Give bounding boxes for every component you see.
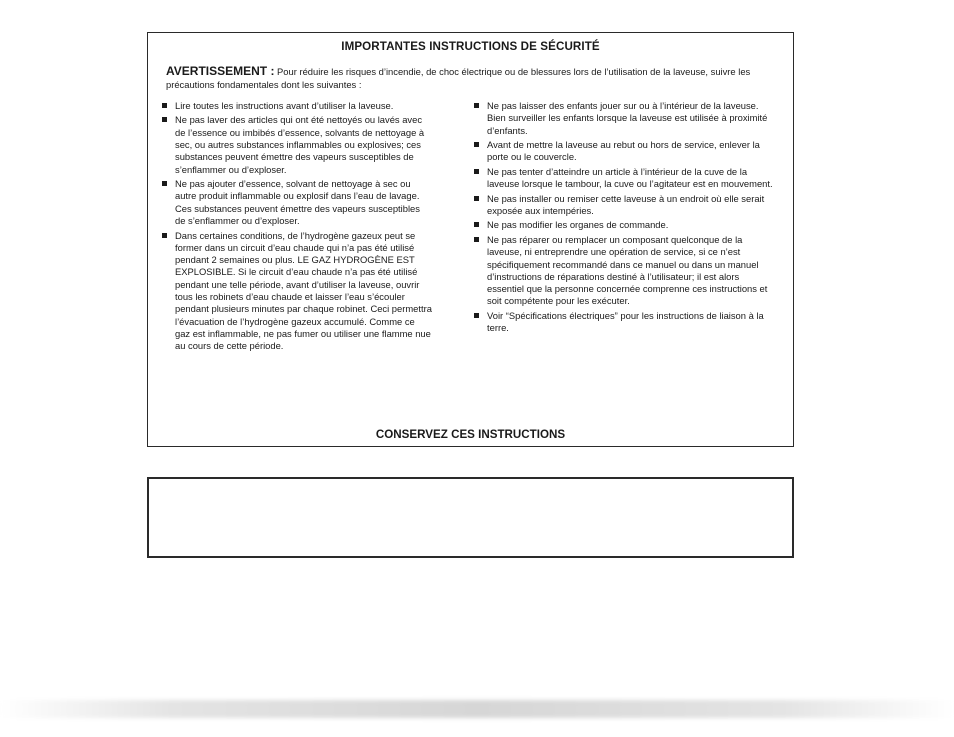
list-item: Ne pas tenter d’atteindre un article à l’intérieur de la cuve de la laveuse lorsque le tambour, la cuve ou l’agitateur est en mouvement. [474,166,774,191]
warning-label: AVERTISSEMENT : [166,64,275,78]
safety-title: IMPORTANTES INSTRUCTIONS DE SÉCURITÉ [341,40,600,53]
list-item: Ne pas laver des articles qui ont été nettoyés ou lavés avec de l’essence ou imbibés d’essence, solvants de nettoyage à sec, ou autres substances inflammables ou explosives; ces substances peuvent émettre des vapeurs susceptibles de s’enflammer ou d’exploser. [162,114,432,175]
left-instruction-list [162,100,432,355]
list-item: Dans certaines conditions, de l’hydrogène gazeux peut se former dans un circuit d’eau chaude qui n’a pas été utilisé pendant 2 semaines ou plus. LE GAZ HYDROGÈNE EST EXPLOSIBLE. Si le circuit d’eau chaude n’a pas été utilisé pendant une telle période, avant d’utiliser la laveuse, ouvrir tous les robinets d’eau chaude et laisser l’eau s’écouler pendant plusieurs minutes par chaque robinet. Ceci permettra l’évacuation de l’hydrogène gazeux accumulé. Comme ce gaz est inflammable, ne pas fumer ou utiliser une flamme nue au cours de cette période. [162,230,432,353]
square-bullet-icon [474,222,479,227]
list-item: Ne pas laisser des enfants jouer sur ou à l’intérieur de la laveuse. Bien surveiller les enfants lorsque la laveuse est utilisée à proximité d’enfants. [474,100,774,137]
list-item: Ne pas installer ou remiser cette laveuse à un endroit où elle serait exposée aux intempéries. [474,193,774,218]
square-bullet-icon [162,103,167,108]
square-bullet-icon [474,237,479,242]
safety-instructions-box [147,32,794,447]
save-instructions-footer: CONSERVEZ CES INSTRUCTIONS [375,428,566,441]
list-item: Ne pas ajouter d’essence, solvant de nettoyage à sec ou autre produit inflammable ou explosif dans l’eau de lavage. Ces substances peuvent émettre des vapeurs susceptibles de s’enflammer ou d’exploser. [162,178,432,227]
square-bullet-icon [474,103,479,108]
square-bullet-icon [162,117,167,122]
list-item: Voir “Spécifications électriques” pour les instructions de liaison à la terre. [474,310,774,335]
right-instruction-list [474,100,774,337]
list-item: Ne pas réparer ou remplacer un composant quelconque de la laveuse, ni entreprendre une opération de service, si ce n’est spécifiquement recommandé dans ce manuel ou dans un manuel d’instructions de réparations destiné à l’utilisateur; il est alors essentiel que la personne concernée comprenne ces instructions et soit compétente pour les exécuter. [474,234,774,308]
list-item: Avant de mettre la laveuse au rebut ou hors de service, enlever la porte ou le couvercle. [474,139,774,164]
page-shadow-divider [0,700,954,718]
square-bullet-icon [162,181,167,186]
square-bullet-icon [474,313,479,318]
square-bullet-icon [162,233,167,238]
list-item: Lire toutes les instructions avant d’utiliser la laveuse. [162,100,432,112]
warning-text: Pour réduire les risques d’incendie, de choc électrique ou de blessures lors de l’utilisation de la laveuse, suivre les précautions fondamentales dont les suivantes : [166,66,751,90]
list-item: Ne pas modifier les organes de commande. [474,219,774,231]
square-bullet-icon [474,142,479,147]
warning-paragraph [166,65,775,91]
square-bullet-icon [474,169,479,174]
empty-frame-box [147,477,794,558]
square-bullet-icon [474,196,479,201]
